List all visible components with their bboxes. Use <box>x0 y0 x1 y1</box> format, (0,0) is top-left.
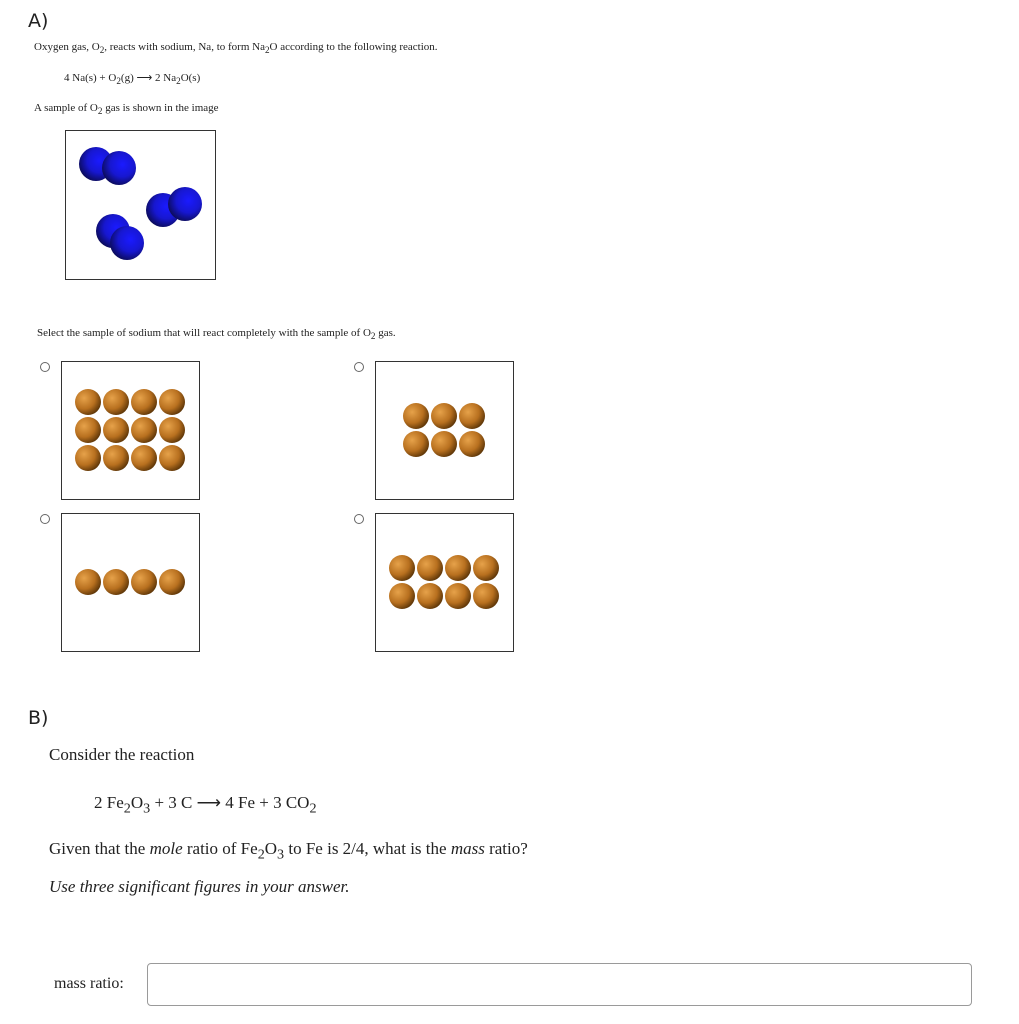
oxygen-sample-box <box>65 130 216 280</box>
sodium-atom <box>131 389 157 415</box>
sodium-atom <box>473 555 499 581</box>
sodium-atom <box>131 569 157 595</box>
sample-description: A sample of $O_2$ gas is shown in the image <box>34 102 219 117</box>
o2-molecule <box>96 214 144 260</box>
sodium-atom <box>103 389 129 415</box>
sodium-atom <box>103 417 129 443</box>
sodium-atom <box>75 445 101 471</box>
option-2-radio[interactable] <box>354 362 364 372</box>
sodium-atom <box>159 417 185 443</box>
sodium-atom <box>417 555 443 581</box>
sodium-atom <box>473 583 499 609</box>
sodium-atom <box>403 431 429 457</box>
sodium-atom <box>103 445 129 471</box>
sodium-atom <box>159 445 185 471</box>
sodium-atom <box>75 389 101 415</box>
sodium-atom <box>103 569 129 595</box>
oxygen-molecules-image <box>66 131 214 278</box>
sodium-atoms-image <box>62 362 198 498</box>
sodium-atom <box>417 583 443 609</box>
reaction-arrow-icon: ⟶ <box>136 72 153 84</box>
sodium-atoms-image <box>62 514 198 650</box>
option-1-radio[interactable] <box>40 362 50 372</box>
sodium-atom <box>131 417 157 443</box>
part-a-equation: 4 $Na(s) + O_2(g)$ ⟶ 2 $Na_2O(s)$ <box>64 72 201 87</box>
sodium-option-1-box[interactable] <box>61 361 200 500</box>
option-4-radio[interactable] <box>354 514 364 524</box>
sodium-option-4-box[interactable] <box>375 513 514 652</box>
sodium-atom <box>431 403 457 429</box>
option-3-radio[interactable] <box>40 514 50 524</box>
o2-molecule <box>146 187 202 227</box>
part-a-intro: Oxygen gas, $O_2$, reacts with sodium, Na, to form $Na_2O$ according to the following reaction. <box>34 41 438 56</box>
mass-ratio-label: mass ratio: <box>54 975 124 992</box>
sodium-atom <box>159 389 185 415</box>
part-a-label: A) <box>28 10 49 32</box>
sig-fig-instruction: Use three significant figures in your answer. <box>49 877 350 896</box>
sodium-atom <box>75 569 101 595</box>
select-instruction: Select the sample of sodium that will react completely with the sample of $O_2$ gas. <box>37 327 396 342</box>
o2-molecule <box>79 147 136 185</box>
sodium-atoms-image <box>376 362 512 498</box>
sodium-atom <box>159 569 185 595</box>
sodium-atom <box>389 583 415 609</box>
sodium-atoms-image <box>376 514 512 650</box>
sodium-option-3-box[interactable] <box>61 513 200 652</box>
question-text: Given that the mole ratio of $Fe_2O_3$ to Fe is 2/4, what is the mass ratio? <box>49 839 528 863</box>
reaction-arrow-icon: ⟶ <box>196 793 221 812</box>
part-b-label: B) <box>28 707 49 729</box>
sodium-option-2-box[interactable] <box>375 361 514 500</box>
sodium-atom <box>459 403 485 429</box>
part-b-equation: 2 $Fe_2O_3 + 3$ C ⟶ 4 Fe + 3 $CO_2$ <box>94 793 317 817</box>
mass-ratio-input[interactable] <box>147 963 972 1006</box>
sodium-atom <box>445 583 471 609</box>
sodium-atom <box>75 417 101 443</box>
consider-text: Consider the reaction <box>49 745 195 764</box>
sodium-atom <box>131 445 157 471</box>
sodium-atom <box>431 431 457 457</box>
sodium-atom <box>445 555 471 581</box>
sodium-atom <box>389 555 415 581</box>
sodium-atom <box>459 431 485 457</box>
sodium-atom <box>403 403 429 429</box>
